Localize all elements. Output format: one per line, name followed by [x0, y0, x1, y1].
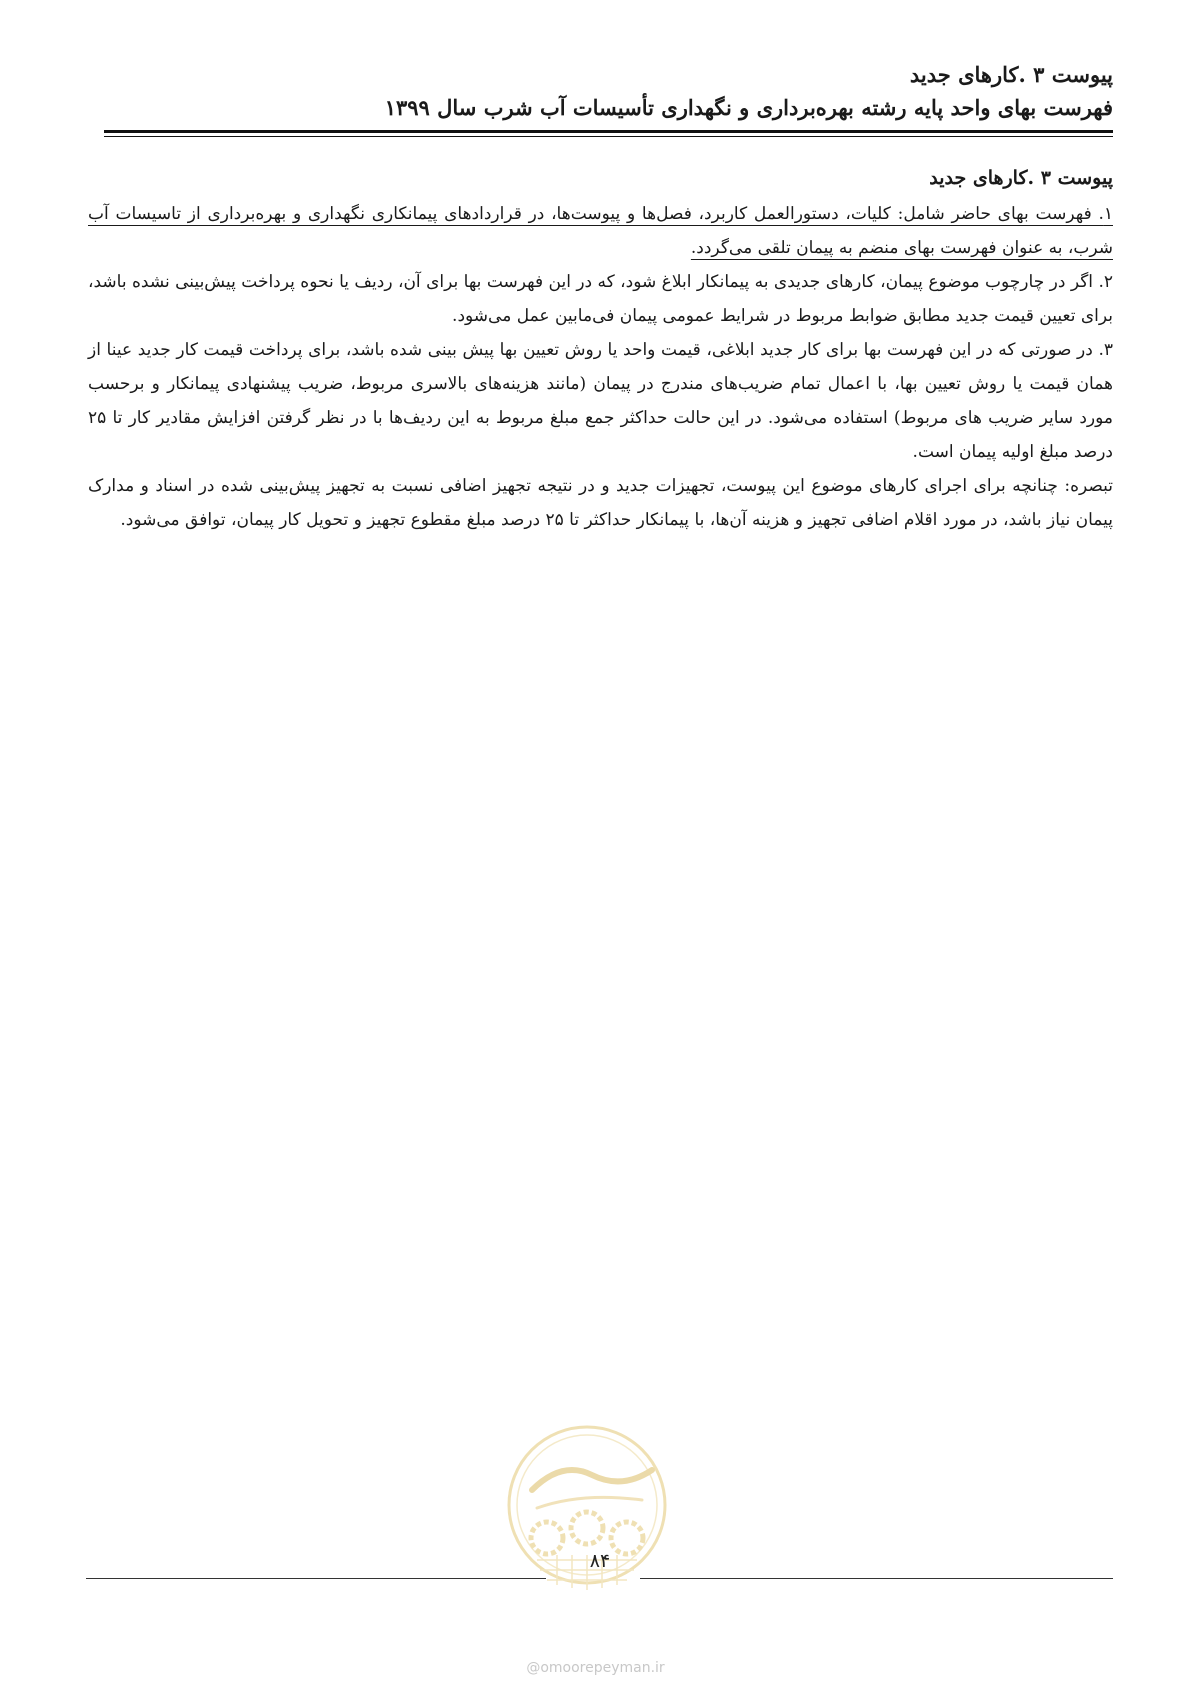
watermark-url: @omoorepeyman.ir — [526, 1660, 665, 1676]
header-rule-thin — [104, 136, 1113, 137]
footer-rule-right — [640, 1578, 1113, 1579]
page-header — [104, 60, 1113, 126]
paragraph-2: ۲. اگر در چارچوب موضوع پیمان، کارهای جدیدی به پیمانکار ابلاغ شود، که در این فهرست بها برای آن، ردیف یا نحوه پرداخت پیش‌بینی نشده باشد، برای تعیین قیمت جدید مطابق ضوابط مربوط در شرایط عمومی پیمان فی‌مابین عمل می‌شود. — [88, 272, 1113, 326]
note-paragraph: تبصره: چنانچه برای اجرای کارهای موضوع این پیوست، تجهیزات جدید و در نتیجه تجهیز اضافی نسبت به تجهیز پیش‌بینی شده در اسناد و مدارک پیمان نیاز باشد، در مورد اقلام اضافی تجهیز و هزینه آن‌ها، با پیمانکار حداکثر تا ۲۵ درصد مبلغ مقطوع تجهیز و تحویل کار پیمان، توافق می‌شود. — [88, 476, 1113, 530]
footer-rule-left — [86, 1578, 546, 1579]
header-document-title: فهرست بهای واحد پایه رشته بهره‌برداری و نگهداری تأسیسات آب شرب سال ۱۳۹۹ — [384, 95, 1113, 120]
paragraph-3: ۳. در صورتی که در این فهرست بها برای کار جدید ابلاغی، قیمت واحد یا روش تعیین بها پیش بینی شده باشد، برای پرداخت قیمت کار جدید عینا از همان قیمت یا روش تعیین بها، با اعمال تمام ضریب‌های مندرج در پیمان (مانند هزینه‌های بالاسری مربوط، ضریب پیشنهادی پیمانکار و برحسب مورد سایر ضریب های مربوط) استفاده می‌شود. در این حالت حداکثر جمع مبلغ مربوط به این ردیف‌ها با در نظر گرفتن افزایش مقادیر کار تا ۲۵ درصد مبلغ اولیه پیمان است. — [88, 340, 1113, 462]
header-appendix-title: پیوست ۳ .کارهای جدید — [909, 62, 1113, 87]
section-title: پیوست ۳ .کارهای جدید — [929, 167, 1113, 189]
paragraph-1: ۱. فهرست بهای حاضر شامل: کلیات، دستورالعمل کاربرد، فصل‌ها و پیوست‌ها، در قراردادهای پیمانکاری نگهداری و بهره‌برداری از تاسیسات آب شرب، به عنوان فهرست بهای منضم به پیمان تلقی می‌گردد. — [88, 204, 1113, 258]
page-number: ۸۴ — [589, 1550, 611, 1572]
header-rule-thick — [104, 130, 1113, 133]
document-body — [88, 161, 1113, 537]
